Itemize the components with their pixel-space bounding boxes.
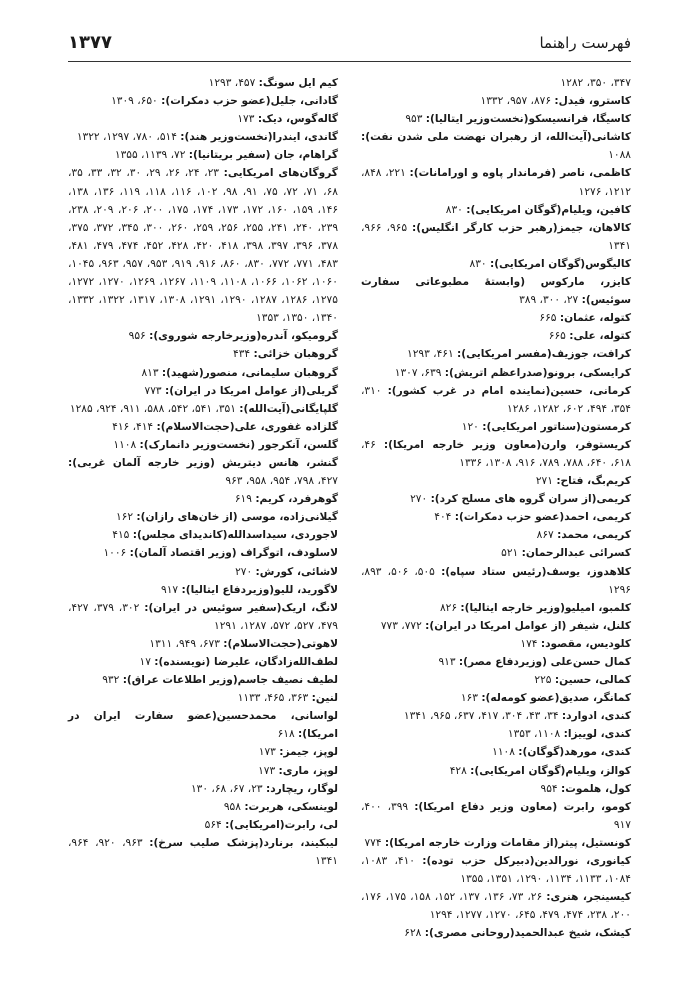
index-entry-name: کاسترو، فیدل: (554, 95, 631, 108)
index-entry-pages: ۶۶۵ (539, 312, 557, 325)
index-entry-pages: ۶۱۹ (234, 493, 252, 506)
index-entry-pages: ۲۷۱ (535, 475, 553, 488)
index-entry-name: لوپز، جیمز: (279, 746, 338, 759)
index-entry-pages: ۶۷۳، ۹۴۹، ۱۳۱۱ (149, 637, 220, 650)
index-entry (361, 689, 631, 707)
index-entry (361, 544, 631, 562)
index-entry-name: کیم ایل سونگ: (258, 77, 338, 89)
index-entry (361, 418, 631, 436)
index-column-left (68, 74, 338, 870)
index-entry (361, 762, 631, 780)
index-entry-name: لاسلودف، اتوگراف (وزیر اقتصاد آلمان): (129, 547, 338, 560)
index-entry-name: گوهرفرد، کریم: (255, 493, 338, 506)
index-entry-name: لوینسکی، هربرت: (244, 800, 338, 813)
index-entry-name: گنشر، هانس دیتریش (وزیر خارجه آلمان غربی): (68, 456, 338, 469)
index-entry-name: کتوله، عثمان: (559, 312, 631, 325)
index-entry-name: کایزر، مارکوس (وابستهٔ مطبوعاتی سفارت سوئیس): (361, 276, 631, 307)
index-entry-pages: ۸۲۶ (439, 601, 458, 614)
index-entry-pages: ۶۳۹، ۱۳۰۷ (394, 366, 442, 379)
index-entry-pages: ۸۶۷ (536, 529, 554, 542)
index-entry-name: کاظمی، ناصر (فرماندار پاوه و اورامانات): (409, 167, 631, 180)
index-entry-name: کلاهدوز، یوسف(رئیس ستاد سپاه): (441, 565, 632, 578)
index-entry-pages: ۷۷۴ (364, 836, 382, 849)
index-entry-pages: ۳۱۰، ۳۵۴، ۴۹۴، ۶۰۲، ۱۲۸۲، ۱۲۸۶ (361, 384, 631, 415)
index-entry-pages: ۶۱۸ (277, 728, 295, 741)
index-column-right (361, 74, 631, 943)
index-entry-name: لاهوتی(حجت‌الاسلام): (223, 637, 338, 650)
index-entry-name: کیشک، شیخ عبدالحمید(روحانی مصری): (424, 927, 631, 940)
index-entry-pages: ۱۷۳ (258, 746, 276, 759)
index-entry (68, 780, 338, 798)
index-entry-pages: ۳۰۲، ۳۷۹، ۴۲۷، ۴۷۹، ۵۲۷، ۵۷۲، ۱۲۸۷، ۱۲۹۱ (68, 601, 338, 632)
index-entry (68, 74, 338, 92)
index-entry-name: لاشائی، کورش: (255, 565, 338, 578)
index-entry-pages: ۹۳۲ (102, 674, 120, 687)
index-entry (68, 526, 338, 544)
index-entry (68, 635, 338, 653)
index-entry-pages: ۵۶۴ (204, 818, 222, 831)
index-entry-name: کمالی، حسین: (554, 674, 631, 687)
index-entry-pages: ۸۷۶، ۹۵۷، ۱۳۳۲ (480, 95, 552, 108)
index-entry-name: گروگان‌های امریکایی: (223, 167, 338, 180)
index-entry (361, 924, 631, 942)
index-entry-pages: ۱۱۰۸، ۱۳۵۳ (507, 728, 561, 741)
index-entry-name: کلنل، شیفر (از عوامل امریکا در ایران): (425, 619, 631, 632)
index-entry-pages: ۱۶۲ (115, 511, 134, 524)
index-entry-name: کلودیس، مقصود: (540, 637, 631, 650)
index-entry (361, 219, 631, 255)
index-entry-name: کالاهان، جیمز(رهبر حزب کارگر انگلیس): (412, 221, 631, 234)
index-entry (68, 327, 338, 345)
index-entry-name: کریمی، احمد(عضو حزب دمکرات): (454, 511, 631, 524)
index-entry-pages: ۴۱۴، ۴۱۶ (112, 420, 154, 433)
index-entry (361, 345, 631, 363)
index-entry (361, 852, 631, 888)
index-entry-name: کرمانی، حسین(نماینده امام در غرب کشور): (387, 384, 631, 397)
index-entry-pages: ۴۶، ۶۱۸، ۶۴۰، ۷۸۸، ۷۸۹، ۹۱۶، ۱۳۰۸، ۱۳۳۶ (361, 438, 631, 469)
index-entry-name: گریلی(از عوامل امریکا در ایران): (164, 384, 338, 397)
index-entry (361, 164, 631, 200)
index-entry-pages: ۲۷۰ (410, 493, 428, 506)
index-entry-pages: ۸۳۰ (469, 257, 487, 270)
index-entry (361, 743, 631, 761)
index-entry (68, 563, 338, 581)
index-entry-pages: ۱۷۳ (258, 764, 276, 777)
index-entry-pages: ۳۵۱، ۵۴۱، ۵۴۲، ۵۸۸، ۹۱۱، ۹۲۴، ۱۲۸۵ (69, 402, 236, 415)
index-entry-name: لطف‌الله‌زادگان، علیرضا (نویسنده): (154, 656, 338, 668)
index-entry-pages: ۱۲۰ (461, 420, 479, 433)
index-entry-pages: ۸۱۳ (141, 366, 159, 379)
running-title: فهرست راهنما (539, 34, 631, 52)
index-entry-name: کلمبو، امیلیو(وزیر خارجه ایتالیا): (460, 601, 631, 614)
index-entry-pages: ۴۵۷، ۱۲۹۳ (208, 77, 256, 89)
index-entry (361, 707, 631, 725)
index-entry-name: کرایسکی، برونو(صدراعظم اتریش): (444, 366, 631, 379)
index-entry-pages: ۲۷۰ (235, 565, 253, 578)
index-entry-name: کتوله، علی: (569, 330, 631, 343)
index-entry-name: گلسن، آنکرجور (نخست‌وزیر دانمارک): (139, 438, 338, 451)
index-entry (361, 255, 631, 273)
index-entry-pages: ۹۶۵، ۹۶۶، ۱۳۴۱ (361, 221, 631, 252)
index-entry (361, 472, 631, 490)
index-entry (361, 382, 631, 418)
index-entry (68, 653, 338, 671)
index-entry (361, 74, 631, 92)
index-entry (361, 508, 631, 526)
index-entry (361, 834, 631, 852)
page-header (68, 30, 631, 60)
index-entry-pages: ۸۳۰ (445, 203, 463, 216)
index-entry-name: کاسیگا، فرانسیسکو(نخست‌وزیر ایتالیا): (425, 113, 631, 126)
index-entry-name: لاجوردی، سیداسدالله(کاندیدای مجلس): (132, 529, 338, 542)
index-entry (68, 707, 338, 743)
index-entry-name: کسرائی عبدالرحمان: (521, 547, 631, 560)
index-entry-name: لی، رابرت(امریکایی): (225, 818, 338, 831)
index-entry (361, 490, 631, 508)
index-entry-name: لوپز، ماری: (278, 764, 338, 777)
index-entry (68, 146, 338, 164)
index-entry (68, 834, 338, 870)
index-entry (361, 671, 631, 689)
index-entry-name: کندی، لوییزا: (563, 728, 631, 741)
index-entry-name: گلپایگانی(آیت‌الله): (239, 402, 338, 415)
index-entry-pages: ۶۶۵ (548, 330, 566, 343)
index-entry (361, 798, 631, 834)
index-entry-name: کومو، رابرت (معاون وزیر دفاع امریکا): (414, 800, 631, 813)
index-entry-pages: ۱۰۸۸ (608, 149, 631, 162)
index-entry-name: کالیگوس(گوگان امریکایی): (489, 257, 631, 270)
index-entry (68, 345, 338, 363)
index-entry-pages: ۹۵۸ (223, 800, 241, 813)
index-entry (68, 581, 338, 599)
index-entry-name: کیسینجر، هنری: (546, 891, 632, 904)
index-entry-name: کافین، ویلیام(گوگان امریکایی): (466, 203, 631, 216)
index-entry (68, 544, 338, 562)
index-entry (361, 617, 631, 635)
index-entry-name: گرومیکو، آندره(وزیرخارجه شوروی): (149, 330, 338, 343)
index-entry (361, 92, 631, 110)
index-entry-name: لواسانی، محمدحسین(عضو سفارت ایران در امریکا): (68, 710, 338, 741)
index-entry (68, 599, 338, 635)
index-entry-name: کرمستون(سناتور امریکایی): (482, 420, 631, 433)
index-entry (361, 110, 631, 128)
index-entry (361, 309, 631, 327)
index-entry (68, 490, 338, 508)
index-entry (361, 273, 631, 309)
index-entry-pages: ۹۱۷ (161, 583, 179, 596)
page-number: ۱۳۷۷ (68, 32, 112, 53)
index-entry-name: گادانی، جلیل(عضو حزب دمکرات): (161, 95, 338, 108)
index-entry (361, 327, 631, 345)
index-entry-name: کرافت، جوزیف(مفسر امریکایی): (457, 348, 631, 361)
index-entry-pages: ۲۳، ۶۷، ۶۸، ۱۳۰ (190, 782, 263, 795)
index-entry (68, 743, 338, 761)
index-entry-pages: ۶۵۰، ۱۳۰۹ (111, 95, 158, 108)
index-entry-name: گیلانی‌زاده، موسی (از خان‌های رازان): (136, 511, 338, 524)
index-entry-name: گاله‌گوس، دیک: (257, 113, 338, 126)
index-entry-name: کریمی(از سران گروه های مسلح کرد): (430, 493, 631, 506)
index-entry-pages: ۵۲۱ (501, 547, 519, 560)
index-entry-pages: ۳۴۷، ۳۵۰، ۱۲۸۲ (560, 77, 631, 89)
index-entry-pages: ۱۷ (139, 656, 151, 668)
index-entry (361, 364, 631, 382)
index-entry (68, 689, 338, 707)
index-entry (68, 400, 338, 418)
index-entry (68, 128, 338, 146)
index-entry-name: گلزاده غفوری، علی(حجت‌الاسلام): (156, 420, 338, 433)
index-entry-pages: ۹۶۳، ۹۲۰، ۹۶۴، ۱۳۴۱ (68, 836, 338, 868)
index-entry-name: کندی، ادوارد: (561, 710, 631, 723)
index-entry-pages: ۲۳، ۲۴، ۲۶، ۲۹، ۳۰، ۳۲، ۳۳، ۳۵، ۶۸، ۷۱، ۷۲، ۷۵، ۹۱، ۹۸، ۱۰۲، ۱۱۶، ۱۱۸، ۱۱۹، ۱۳۶، ۱۳۸، ۱۴۶، ۱۵۹، ۱۶۰، ۱۷۲، ۱۷۳، ۱۷۴، ۱۷۵، ۲۰۰، ۲۰۶، ۲۰۹، ۲۳۸، ۲۳۹، ۲۴۰، ۲۴۱، ۲۵۵، ۲۵۶، ۲۵۹، ۲۶۰، ۳۰۰، ۳۴۵، ۳۷۲، ۳۷۵، ۳۷۸، ۳۹۶، ۳۹۷، ۳۹۸، ۴۱۸، ۴۲۰، ۴۲۸، ۴۵۲، ۴۷۴، ۴۷۹، ۴۸۱، ۴۸۳، ۷۷۱، ۷۷۲، ۸۳۰، ۸۶۰، ۹۱۶، ۹۱۹، ۹۵۳، ۹۵۷، ۹۶۳، ۱۰۴۵، ۱۰۶۰، ۱۰۶۲، ۱۰۶۶، ۱۱۰۸، ۱۱۰۹، ۱۲۶۷، ۱۲۶۹، ۱۲۷۰، ۱۲۷۲، ۱۲۷۵، ۱۲۸۶، ۱۲۸۷، ۱۲۹۰، ۱۲۹۱، ۱۳۰۸، ۱۳۱۷، ۱۳۲۲، ۱۳۳۲، ۱۳۴۰، ۱۳۵۰، ۱۳۵۳ (68, 167, 339, 325)
index-entry-name: گروهبان سلیمانی، منصور(شهید): (161, 366, 338, 379)
index-entry (361, 436, 631, 472)
index-entry-pages: ۲۲۵ (534, 674, 552, 687)
index-entry-pages: ۳۹۹، ۴۰۰، ۹۱۷ (361, 800, 631, 831)
index-entry-pages: ۴۰۴ (434, 511, 452, 524)
index-entry-pages: ۲۲۱، ۸۴۸، ۱۲۱۲، ۱۲۷۶ (361, 167, 631, 198)
index-entry (68, 364, 338, 382)
index-entry (68, 418, 338, 436)
index-entry-name: کریمی، محمد: (557, 529, 631, 542)
index-entry (361, 201, 631, 219)
index-entry-pages: ۶۲۸ (404, 927, 422, 940)
index-entry (361, 599, 631, 617)
index-entry-name: لوگار، ریچارد: (265, 782, 338, 795)
index-entry-name: کمال حسن‌علی (وزیردفاع مصر): (458, 656, 631, 668)
index-entry (68, 92, 338, 110)
index-entry-pages: ۱۷۴ (520, 637, 538, 650)
index-entry-name: لاگورید، للیو(وزیردفاع ایتالیا): (181, 583, 338, 596)
index-entry-pages: ۹۵۳ (405, 113, 423, 126)
index-entry-pages: ۴۲۸ (449, 764, 467, 777)
index-entry-pages: ۴۶۱، ۱۲۹۳ (407, 348, 454, 361)
index-entry-pages: ۲۷، ۳۰۰، ۳۸۹ (519, 294, 579, 307)
index-entry-pages: ۵۱۴، ۷۸۰، ۱۲۹۷، ۱۳۲۲ (76, 131, 177, 144)
index-entry-name: کاشانی(آیت‌الله، از رهبران نهضت ملی شدن نفت): (361, 131, 631, 144)
index-entry (68, 110, 338, 128)
index-entry (361, 653, 631, 671)
index-entry-pages: ۹۵۶ (128, 330, 146, 343)
index-entry (68, 762, 338, 780)
header-rule (68, 61, 631, 62)
index-entry (361, 725, 631, 743)
index-entry (361, 526, 631, 544)
index-entry-name: کول، هلموت: (560, 782, 631, 795)
index-entry-name: گروهبان خزائی: (253, 348, 338, 361)
index-entry-pages: ۵۰۵، ۵۰۶، ۸۹۳، ۱۲۹۶ (361, 565, 631, 596)
index-entry-pages: ۴۲۷، ۷۹۸، ۹۵۴، ۹۵۸، ۹۶۳ (225, 475, 338, 488)
index-entry-name: گراهام، جان (سفیر بریتانیا): (188, 149, 338, 162)
index-entry-name: کندی، مورهد(گوگان): (518, 746, 631, 759)
index-entry-pages: ۹۵۴ (540, 782, 558, 795)
index-entry-name: کریم‌بگ، فتاح: (556, 475, 631, 488)
index-entry (68, 382, 338, 400)
index-entry-pages: ۱۶۳ (460, 692, 478, 705)
index-entry-pages: ۷۲، ۱۱۳۹، ۱۳۵۵ (114, 149, 186, 162)
index-entry-name: کمانگر، صدیق(عضو کومه‌له): (481, 692, 631, 705)
index-entry (361, 635, 631, 653)
index-entry-name: لنین: (311, 692, 338, 705)
index-entry-pages: ۱۱۰۸ (492, 746, 515, 759)
index-entry-name: کونستیل، پیتر(از مقامات وزارت خارجه امریکا): (384, 836, 631, 849)
index-entry-pages: ۱۷۳ (237, 113, 255, 126)
index-entry (68, 508, 338, 526)
index-entry-pages: ۴۱۵ (112, 529, 130, 542)
index-entry (68, 798, 338, 816)
index-entry (68, 436, 338, 454)
index-entry (68, 454, 338, 490)
index-entry-pages: ۴۱۰، ۱۰۸۳، ۱۰۸۴، ۱۱۳۳، ۱۱۳۴، ۱۲۹۰، ۱۳۵۱، ۱۳۵۵ (361, 855, 631, 886)
index-entry-pages: ۷۷۲، ۷۷۳ (380, 619, 422, 632)
index-entry-pages: ۳۶۳، ۴۶۵، ۱۱۳۳ (237, 692, 309, 705)
index-entry-pages: ۴۳۴ (233, 348, 251, 361)
index-entry-pages: ۳۴، ۴۳، ۳۰۴، ۴۱۷، ۶۳۷، ۹۶۵، ۱۳۴۱ (403, 710, 559, 723)
index-entry (361, 780, 631, 798)
index-entry-name: لانگ، اریک(سفیر سوئیس در ایران): (144, 601, 339, 614)
index-entry (361, 888, 631, 924)
index-entry (68, 164, 338, 327)
index-entry (68, 816, 338, 834)
index-entry (361, 563, 631, 599)
index-entry (361, 128, 631, 164)
index-entry-name: لطیف نصیف جاسم(وزیر اطلاعات عراق): (122, 674, 338, 687)
index-entry-pages: ۱۱۰۸ (113, 438, 137, 451)
index-entry-name: کریستوفر، وارن(معاون وزیر خارجه امریکا): (383, 438, 631, 451)
index-entry-pages: ۹۱۳ (438, 656, 456, 668)
index-entry-name: کیانوری، نورالدین(دبیرکل حزب توده): (422, 855, 631, 868)
index-entry-name: لیبکیند، برنارد(پزشک صلیب سرخ): (149, 836, 338, 849)
index-entry-name: گاندی، ایندرا(نخست‌وزیر هند): (180, 131, 338, 144)
index-entry-pages: ۷۷۳ (144, 384, 162, 397)
index-entry (68, 671, 338, 689)
index-entry-pages: ۲۶، ۷۳، ۱۳۶، ۱۳۷، ۱۵۲، ۱۵۸، ۱۷۵، ۱۷۶، ۲۰۰، ۲۳۸، ۴۷۴، ۴۷۹، ۶۴۵، ۱۲۷۰، ۱۲۷۷، ۱۲۹۴ (361, 891, 631, 922)
index-entry-pages: ۱۰۰۶ (103, 547, 127, 560)
index-entry-name: کوالز، ویلیام(گوگان امریکایی): (470, 764, 631, 777)
